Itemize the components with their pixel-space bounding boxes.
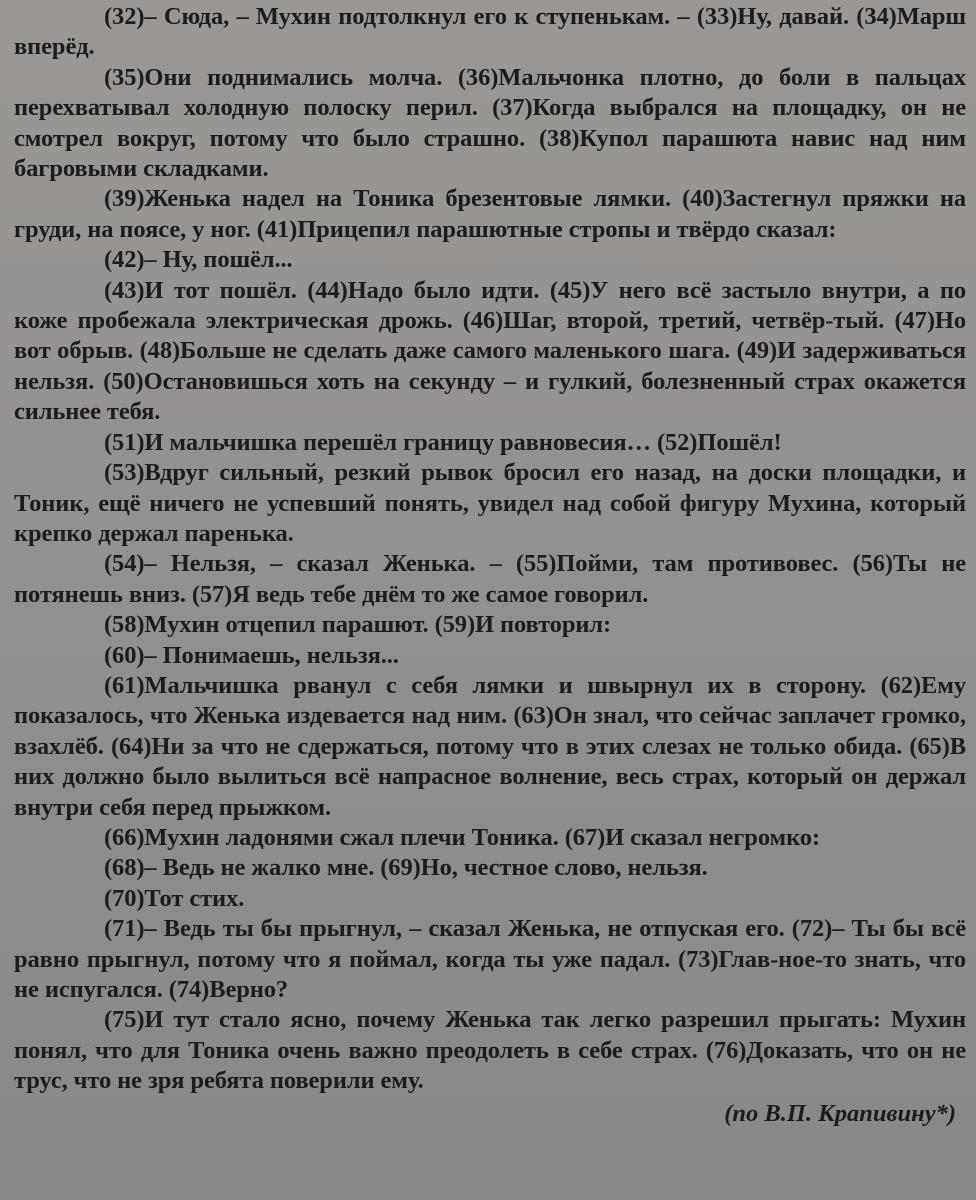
paragraph-66-67: (66)Мухин ладонями сжал плечи Тоника. (67)И сказал негромко: xyxy=(104,823,821,851)
paragraph-71-74: (71)– Ведь ты бы прыгнул, – сказал Женька, не отпуская его. (72)– Ты бы всё равно прыгнул, потому что я поймал, когда ты уже падал. (73)Глав-ное-то знать, что не испугался. (74)Верно? xyxy=(14,915,966,1003)
paragraph-61-65: (61)Мальчишка рванул с себя лямки и швырнул их в сторону. (62)Ему показалось, что Женька издевается над ним. (63)Он знал, что сейчас заплачет громко, взахлёб. (64)Ни за что не сдержаться, потому что в этих слезах не только обида. (65)В них должно было вылиться всё напрасное волнение, весь страх, который он держал внутри себя перед прыжком. xyxy=(14,671,966,821)
story-text xyxy=(14,2,966,1097)
paragraph-42: (42)– Ну, пошёл... xyxy=(104,246,293,274)
paragraph-68-69: (68)– Ведь не жалко мне. (69)Но, честное слово, нельзя. xyxy=(104,854,708,882)
paragraph-32-34: (32)– Сюда, – Мухин подтолкнул его к ступенькам. – (33)Ну, давай. (34)Марш вперёд. xyxy=(14,3,966,61)
paragraph-75-76: (75)И тут стало ясно, почему Женька так легко разрешил прыгать: Мухин понял, что для Тоника очень важно преодолеть в себе страх. (76)Доказать, что он не трус, что не зря ребята поверили ему. xyxy=(14,1006,966,1095)
paragraph-39-41: (39)Женька надел на Тоника брезентовые лямки. (40)Застегнул пряжки на груди, на поясе, у ног. (41)Прицепил парашютные стропы и твёрдо сказал: xyxy=(14,185,966,243)
paragraph-53: (53)Вдруг сильный, резкий рывок бросил его назад, на доски площадки, и Тоник, ещё ничего не успевший понять, увидел над собой фигуру Мухина, который крепко держал паренька. xyxy=(14,459,966,547)
paragraph-54-57: (54)– Нельзя, – сказал Женька. – (55)Пойми, там противовес. (56)Ты не потянешь вниз. (57)Я ведь тебе днём то же самое говорил. xyxy=(14,550,966,608)
source-attribution: (по В.П. Крапивину*) xyxy=(724,1099,956,1127)
paragraph-35-38: (35)Они поднимались молча. (36)Мальчонка плотно, до боли в пальцах перехватывал холодную полоску перил. (37)Когда выбрался на площадку, он не смотрел вокруг, потому что было страшно. (38)Купол парашюта навис над ним багровыми складками. xyxy=(14,63,966,183)
paragraph-60: (60)– Понимаешь, нельзя... xyxy=(104,641,399,669)
paragraph-43-50: (43)И тот пошёл. (44)Надо было идти. (45)У него всё застыло внутри, а по коже пробежала электрическая дрожь. (46)Шаг, второй, третий, четвёр-тый. (47)Но вот обрыв. (48)Больше не сделать даже самого маленького шага. (49)И задерживаться нельзя. (50)Остановишься хоть на секунду – и гулкий, болезненный страх окажется сильнее тебя. xyxy=(14,276,966,426)
paragraph-51-52: (51)И мальчишка перешёл границу равновесия… (52)Пошёл! xyxy=(104,428,782,456)
paragraph-70: (70)Тот стих. xyxy=(104,884,245,912)
paragraph-58-59: (58)Мухин отцепил парашют. (59)И повторил: xyxy=(104,611,612,639)
